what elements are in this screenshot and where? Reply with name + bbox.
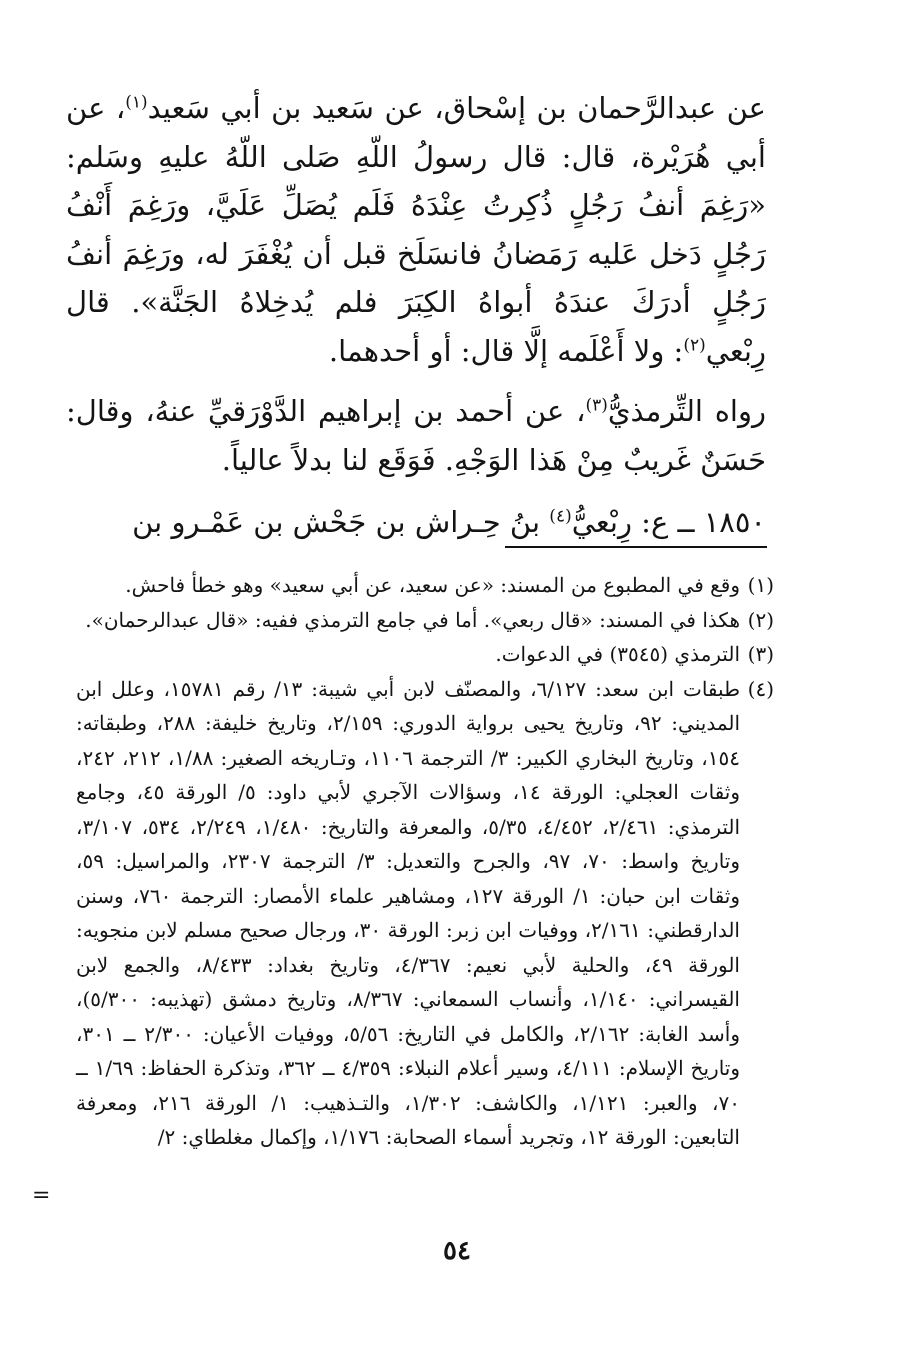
continuation-mark: =	[32, 1183, 51, 1208]
footnote-ref-3: (٣)	[585, 395, 608, 416]
entry-name-text: بنُ حِـراش بن جَحْش بن عَمْـرو بن	[132, 505, 550, 539]
entry-number-text: ١٨٥٠ ــ ع: رِبْعيُّ	[571, 505, 766, 539]
hadith-text-cont: ، عن أبي هُرَيْرة، قال: قال رسولُ اللّهِ صَلى اللّهُ عليهِ وسَلم: «رَغِمَ أنفُ رَجُلٍ ذُكِرتُ عِنْدَهُ فَلَم يُصَلِّ عَلَيَّ، ورَغِمَ أَنْفُ رَجُلٍ دَخل عَليه رَمَضانُ فانسَلَخ قبل أن يُغْفَرَ له، ورَغِمَ أنفُ رَجُلٍ أدرَكَ عندَهُ أبواهُ الكِبَرَ فلم يُدخِلاهُ الجَنَّة». قال رِبْعي	[66, 91, 766, 368]
footnote-text: الترمذي (٣٥٤٥) في الدعوات.	[495, 642, 740, 666]
footnote-number: (٢)	[747, 607, 774, 632]
footnote-3	[76, 637, 774, 672]
hadith-paragraph	[66, 84, 766, 375]
footnote-text: وقع في المطبوع من المسند: «عن سعيد، عن أبي سعيد» وهو خطأ فاحش.	[125, 573, 740, 597]
narration-text: رواه التِّرمذيُّ	[607, 394, 766, 428]
footnote-number: (٣)	[747, 642, 774, 666]
footnote-ref-1: (١)	[125, 92, 148, 113]
page-number: ٥٤	[443, 1236, 471, 1266]
footnote-4	[76, 672, 774, 1155]
hadith-text-end: : ولا أَعْلَمه إلَّا قال: أو أحدهما.	[328, 333, 684, 368]
footnote-text: طبقات ابن سعد: ٦/١٢٧، والمصنّف لابن أبي شيبة: ١٣/ رقم ١٥٧٨١، وعلل ابن المديني: ٩٢، وتاريخ يحيى برواية الدوري: ٢/١٥٩، وتاريخ خليفة: ٢٨٨، وطبقاته: ١٥٤، وتاريخ البخاري الكبير: ٣/ الترجمة ١١٠٦، وتـاريخه الصغير: ١/٨٨، ٢١٢، ٢٤٢، وثقات العجلي: الورقة ١٤، وسؤالات الآجري لأبي داود: ٥/ الورقة ٤٥، وجامع الترمذي: ٢/٤٦١، ٤/٤٥٢، ٥/٣٥، والمعرفة والتاريخ: ١/٤٨٠، ٢/٢٤٩، ٥٣٤، ٣/١٠٧، وتاريخ واسط: ٧٠، ٩٧، والجرح والتعديل: ٣/ الترجمة ٢٣٠٧، والمراسيل: ٥٩، وثقات ابن حبان: ١/ الورقة ١٢٧، ومشاهير علماء الأمصار: الترجمة ٧٦٠، وسنن الدارقطني: ٢/١٦١، ووفيات ابن زبر: الورقة ٣٠، ورجال صحيح مسلم لابن منجويه: الورقة ٤٩، والحلية لأبي نعيم: ٤/٣٦٧، وتاريخ بغداد: ٨/٤٣٣، والجمع لابن القيسراني: ١/١٤٠، وأنساب السمعاني: ٨/٣٦٧، وتاريخ دمشق (تهذيبه: ٥/٣٠٠)، وأسد الغابة: ٢/١٦٢، والكامل في التاريخ: ٥/٥٦، ووفيات الأعيان: ٢/٣٠٠ ــ ٣٠١، وتاريخ الإسلام: ٤/١١١، وسير أعلام النبلاء: ٤/٣٥٩ ــ ٣٦٢، وتذكرة الحفاظ: ١/٦٩ ــ ٧٠، والعبر: ١/١٢١، والكاشف: ١/٣٠٢، والتـذهيب: ١/ الورقة ٢١٦، ومعرفة التابعين: الورقة ١٢، وتجريد أسماء الصحابة: ١/١٧٦، وإكمال مغلطاي: ٢/	[76, 676, 741, 1149]
hadith-text: عن عبدالرَّحمان بن إسْحاق، عن سَعيد بن أبي سَعيد	[147, 91, 766, 125]
footnote-1	[76, 568, 774, 603]
narration-paragraph	[66, 387, 766, 484]
footnotes	[76, 568, 774, 1155]
footnote-ref-4: (٤)	[549, 506, 572, 527]
footnote-2	[76, 603, 774, 638]
footnote-number: (٤)	[747, 676, 774, 701]
footnote-ref-2: (٢)	[683, 334, 706, 355]
main-text	[66, 84, 766, 547]
entry-heading	[66, 498, 766, 547]
footnote-number: (١)	[747, 573, 774, 597]
narration-text-cont: ، عن أحمد بن إبراهيم الدَّوْرَقيِّ عنهُ، وقال: حَسَنٌ غَريبٌ مِنْ هَذا الوَجْهِ. فَوَقَع لنا بدلاً عالياً.	[66, 394, 766, 477]
footnote-separator	[505, 546, 767, 548]
footnote-text: هكذا في المسند: «قال ربعي». أما في جامع الترمذي ففيه: «قال عبدالرحمان».	[85, 607, 740, 632]
